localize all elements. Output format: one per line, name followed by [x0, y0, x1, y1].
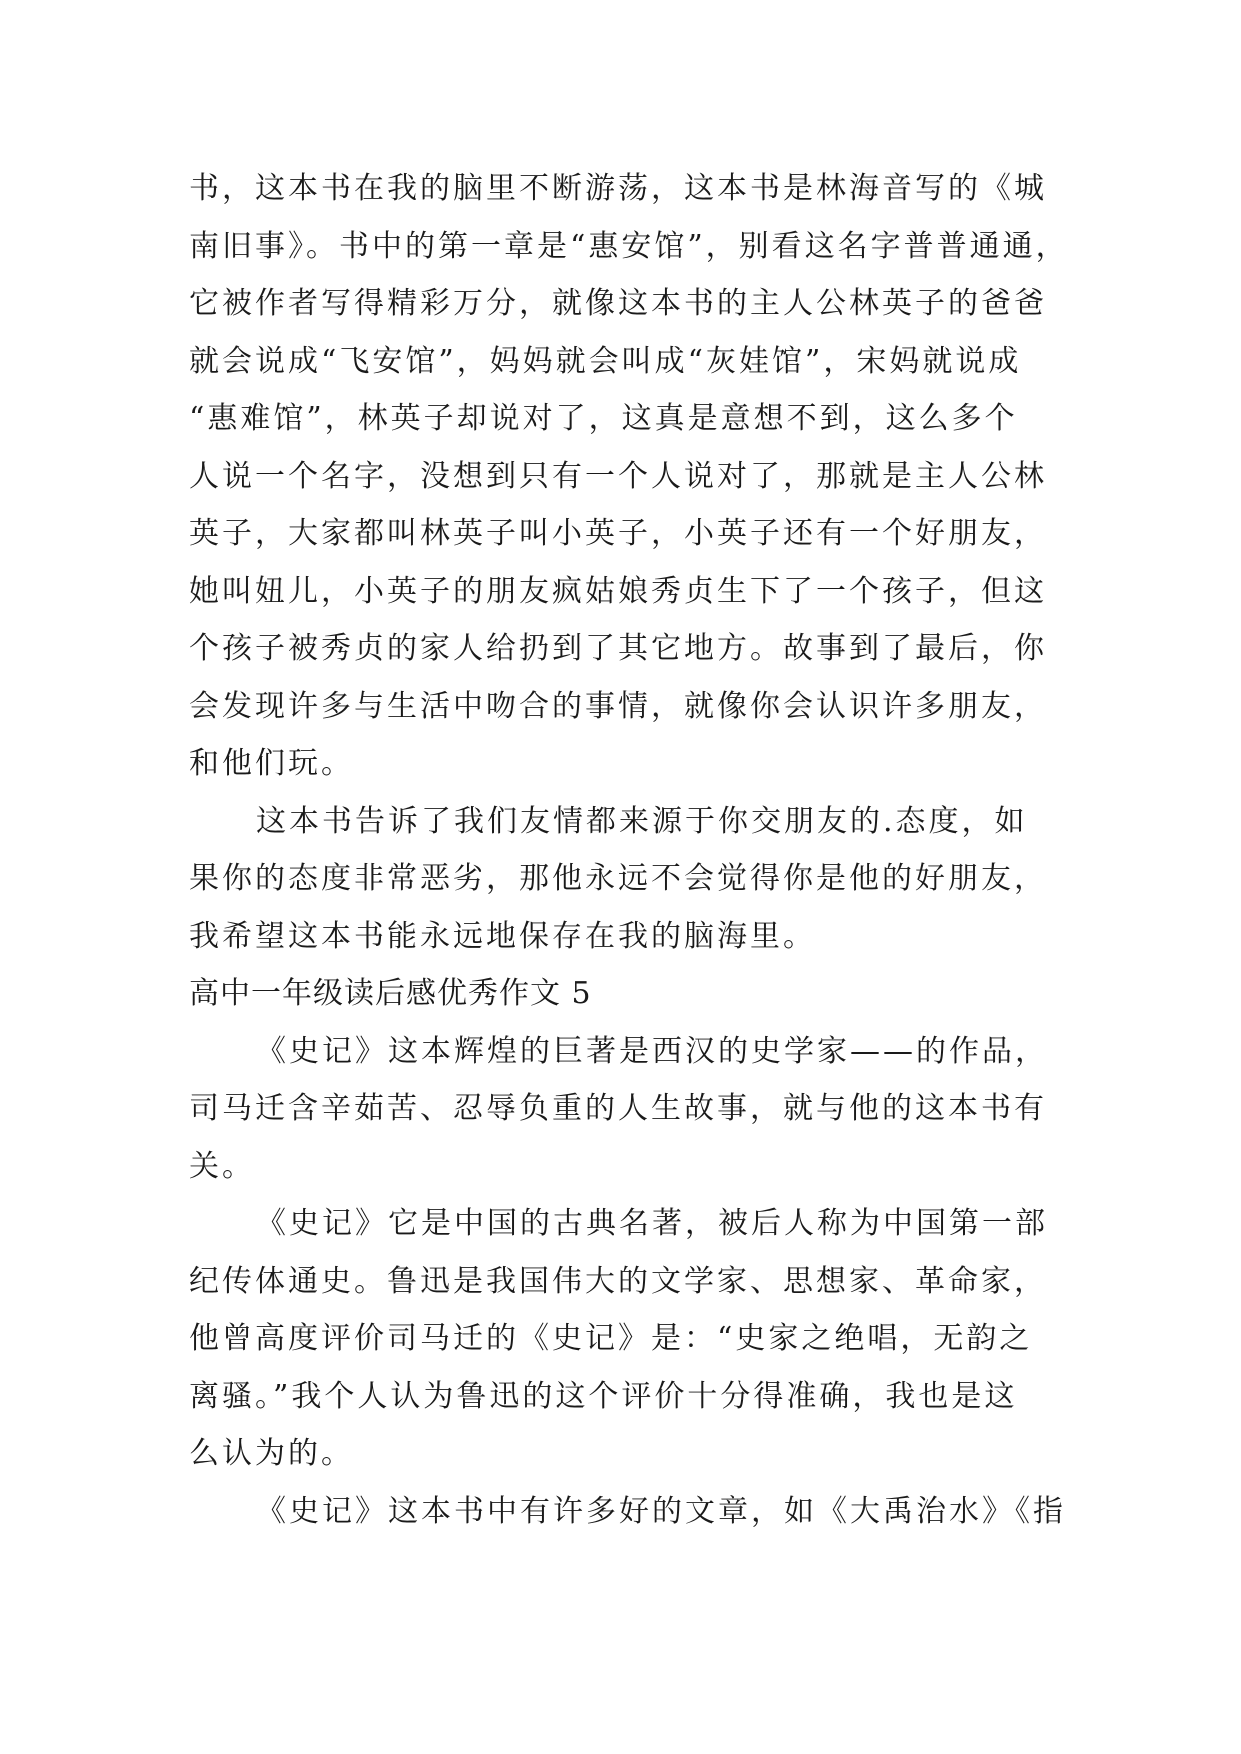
paragraph-start-line: 这本书告诉了我们友情都来源于你交朋友的.态度，如	[256, 803, 1028, 839]
document-body	[189, 160, 1069, 1540]
section-heading: 高中一年级读后感优秀作文 5	[189, 976, 592, 1011]
text-line: 关。	[189, 1148, 255, 1184]
text-line: 司马迁含辛茹苦、忍辱负重的人生故事，就与他的这本书有	[189, 1091, 1047, 1126]
text-line: 它被作者写得精彩万分，就像这本书的主人公林英子的爸爸	[189, 286, 1047, 321]
text-line: 英子，大家都叫林英子叫小英子，小英子还有一个好朋友，	[189, 516, 1047, 551]
text-line: 果你的态度非常恶劣，那他永远不会觉得你是他的好朋友，	[189, 861, 1047, 896]
text-line: 我希望这本书能永远地保存在我的脑海里。	[189, 918, 816, 954]
text-line: 南旧事》。书中的第一章是“惠安馆”，别看这名字普普通通，	[189, 228, 1069, 264]
text-line: 人说一个名字，没想到只有一个人说对了，那就是主人公林	[189, 458, 1047, 494]
paragraph-start-line: 《史记》它是中国的古典名著，被后人称为中国第一部	[256, 1206, 1048, 1241]
paragraph-start-line: 《史记》这本书中有许多好的文章，如《大禹治水》《指	[256, 1493, 1066, 1529]
text-line: 纪传体通史。鲁迅是我国伟大的文学家、思想家、革命家，	[189, 1263, 1047, 1299]
text-line: “惠难馆”，林英子却说对了，这真是意想不到，这么多个	[189, 401, 1018, 436]
text-line: 就会说成“飞安馆”，妈妈就会叫成“灰娃馆”，宋妈就说成	[189, 343, 1022, 379]
text-line: 么认为的。	[189, 1436, 354, 1471]
text-line: 离骚。”我个人认为鲁迅的这个评价十分得准确，我也是这	[189, 1378, 1018, 1414]
text-line: 他曾高度评价司马迁的《史记》是：“史家之绝唱，无韵之	[189, 1321, 1033, 1356]
text-line: 个孩子被秀贞的家人给扔到了其它地方。故事到了最后，你	[189, 631, 1047, 666]
text-line: 和他们玩。	[189, 746, 354, 781]
paragraph-start-line: 《史记》这本辉煌的巨著是西汉的史学家——的作品，	[256, 1033, 1048, 1069]
text-line: 书，这本书在我的脑里不断游荡，这本书是林海音写的《城	[189, 171, 1047, 206]
text-line: 她叫妞儿，小英子的朋友疯姑娘秀贞生下了一个孩子，但这	[189, 573, 1047, 609]
text-line: 会发现许多与生活中吻合的事情，就像你会认识许多朋友，	[189, 688, 1047, 724]
